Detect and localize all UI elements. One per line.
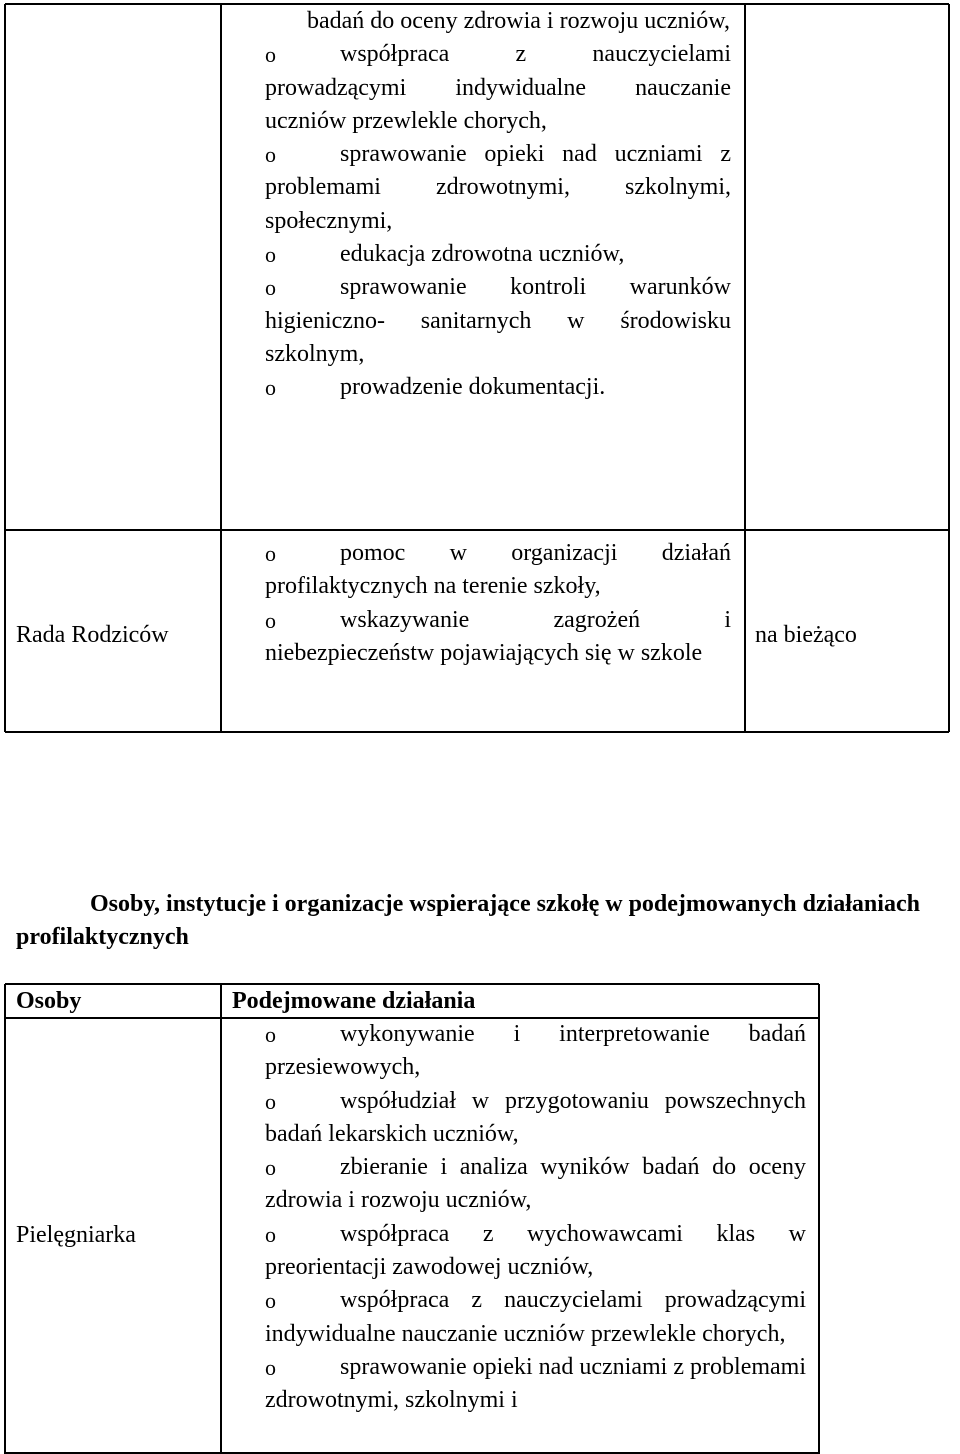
list-item: o sprawowanie opieki nad uczniami z problemami zdrowotnymi, szkolnymi i (307, 1351, 806, 1418)
list-item: o współudział w przygotowaniu powszechnych badań lekarskich uczniów, (307, 1085, 806, 1152)
bullet-icon: o (265, 142, 276, 168)
bullet-icon: o (265, 607, 276, 633)
bullet-icon: o (265, 541, 276, 566)
list-item: o sprawowanie opieki nad uczniami z problemami zdrowotnymi, szkolnymi, społecznymi, (307, 138, 731, 238)
table1-row2-activities (265, 537, 731, 670)
list-item: o wskazywanie zagrożeń i niebezpieczeństw pojawiających się w szkole (307, 604, 731, 671)
bullet-icon: o (265, 375, 276, 401)
bullet-icon: o (265, 1221, 276, 1247)
table2-row1-activities (265, 1018, 806, 1418)
table1-row2-when: na bieżąco (755, 622, 857, 648)
list-item: o współpraca z nauczycielami prowadzącymi indywidualne nauczanie uczniów przewlekle chorych, (307, 38, 731, 138)
bullet-icon: o (265, 1088, 276, 1114)
list-item: o współpraca z nauczycielami prowadzącymi indywidualne nauczanie uczniów przewlekle chorych, (307, 1284, 806, 1351)
list-item: o sprawowanie kontroli warunków higieniczno- sanitarnych w środowisku szkolnym, (307, 271, 731, 371)
bullet-icon: o (265, 1354, 276, 1380)
bullet-icon: o (265, 1022, 276, 1047)
list-item: o pomoc w organizacji działań profilaktycznych na terenie szkoły, (307, 537, 731, 604)
bullet-icon: o (265, 242, 276, 268)
bullet-icon: o (265, 1155, 276, 1181)
list-item: o wykonywanie i interpretowanie badań przesiewowych, (307, 1018, 806, 1085)
bullet-icon: o (265, 42, 276, 68)
table1-row2-who: Rada Rodziców (16, 622, 169, 648)
list-item: o współpraca z wychowawcami klas w preorientacji zawodowej uczniów, (307, 1218, 806, 1285)
list-item: o prowadzenie dokumentacji. (307, 371, 731, 404)
bullet-icon: o (265, 1288, 276, 1314)
list-item: o zbieranie i analiza wyników badań do oceny zdrowia i rozwoju uczniów, (307, 1151, 806, 1218)
table2-row1-who: Pielęgniarka (16, 1222, 136, 1248)
list-item: o edukacja zdrowotna uczniów, (307, 238, 731, 271)
bullet-icon: o (265, 275, 276, 301)
table1-row1-activities (265, 5, 731, 405)
table2-col-dzialania-header: Podejmowane działania (232, 988, 476, 1014)
section-heading: Osoby, instytucje i organizacje wspierające szkołę w podejmowanych działaniach profilaktycznych (16, 891, 920, 950)
table2-col-osoby-header: Osoby (16, 988, 82, 1014)
continuation-text: badań do oceny zdrowia i rozwoju uczniów, (307, 8, 730, 34)
